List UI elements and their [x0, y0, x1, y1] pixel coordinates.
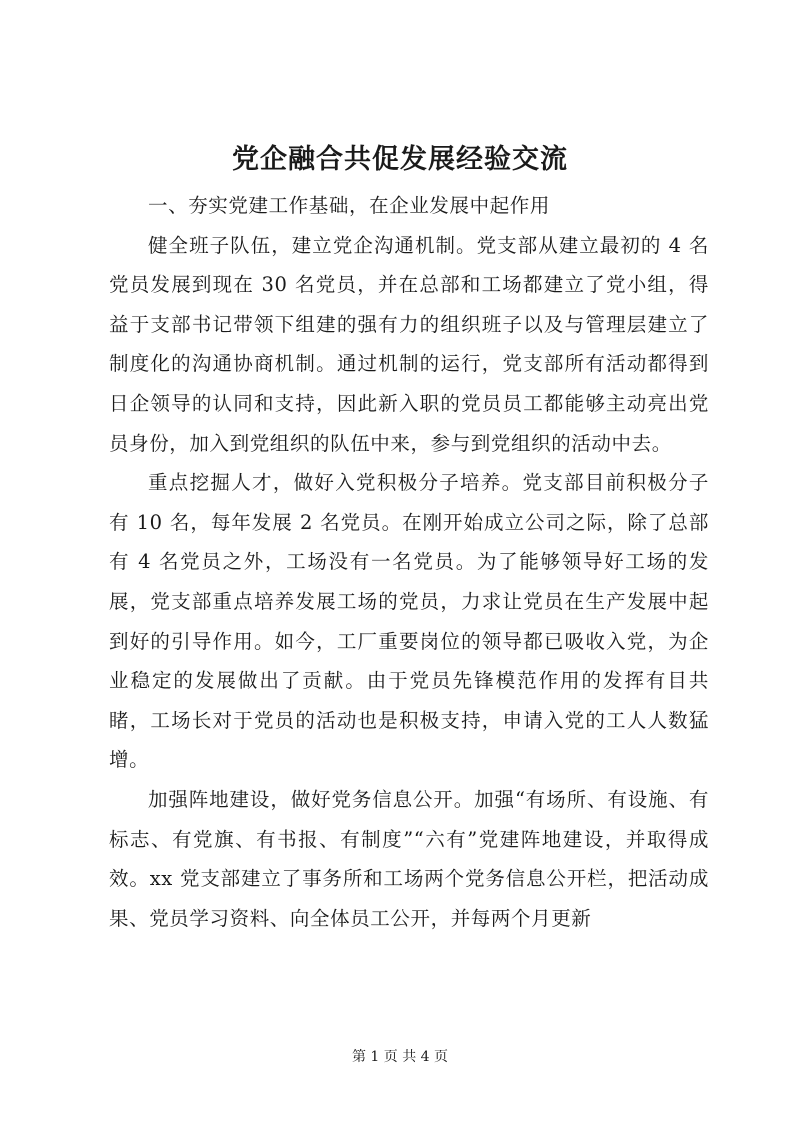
section-heading: 一、夯实党建工作基础，在企业发展中起作用	[148, 194, 551, 217]
page-footer: 第 1 页 共 4 页	[351, 1049, 449, 1065]
document-title: 党企融合共促发展经验交流	[232, 144, 568, 175]
paragraph-position-building: 加强阵地建设，做好党务信息公开。加强“有场所、有设施、有标志、有党旗、有书报、有制度”“六有”党建阵地建设，并取得成效。xx 党支部建立了事务所和工场两个党务信息公开栏，把活动成果、党员学习资料、向全体员工公开，并每两个月更新	[109, 787, 709, 930]
document-body	[109, 186, 709, 938]
paragraph-talent-cultivation: 重点挖掘人才，做好入党积极分子培养。党支部目前积极分子有 10 名，每年发展 2 名党员。在刚开始成立公司之际，除了总部有 4 名党员之外，工场没有一名党员。为了能够领导好工场的发展，党支部重点培养发展工场的党员，力求让党员在生产发展中起到好的引导作用。如今，工厂重要岗位的领导都已吸收入党，为企业稳定的发展做出了贡献。由于党员先锋模范作用的发挥有目共睹，工场长对于党员的活动也是积极支持，申请入党的工人人数猛增。	[109, 471, 709, 772]
paragraph-team-building: 健全班子队伍，建立党企沟通机制。党支部从建立最初的 4 名党员发展到现在 30 名党员，并在总部和工场都建立了党小组，得益于支部书记带领下组建的强有力的组织班子以及与管理层建立了制度化的沟通协商机制。通过机制的运行，党支部所有活动都得到日企领导的认同和支持，因此新入职的党员员工都能够主动亮出党员身份，加入到党组织的队伍中来，参与到党组织的活动中去。	[109, 233, 709, 455]
